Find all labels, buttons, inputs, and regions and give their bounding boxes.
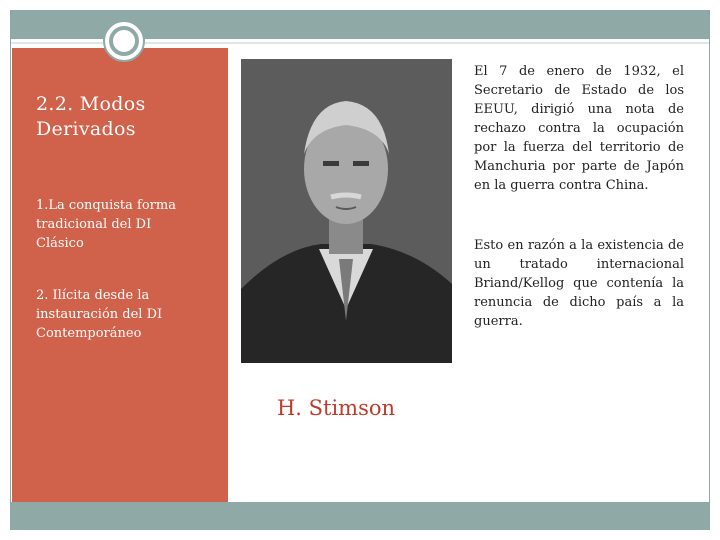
bottom-bar [11, 502, 709, 529]
slide-title: 2.2. Modos Derivados [36, 93, 146, 140]
paragraph-briand-kellog: Esto en razón a la existencia de un tratado internacional Briand/Kellog que contenía la renuncia de dicho país a la guerra. [474, 238, 684, 329]
bullet-illicit: 2. Ilícita desde la instauración del DI Contemporáneo [36, 288, 163, 341]
bullet-conquest: 1.La conquista forma tradicional del DI Clásico [36, 198, 176, 251]
portrait-photo [241, 59, 452, 363]
portrait-caption: H. Stimson [276, 396, 396, 420]
paragraph-stimson-note: El 7 de enero de 1932, el Secretario de Estado de los EEUU, dirigió una nota de rechazo contra la ocupación por la fuerza del territorio de Manchuria por parte de Japón en la guerra contra China. [474, 64, 684, 193]
circle-ornament-icon [103, 20, 145, 62]
